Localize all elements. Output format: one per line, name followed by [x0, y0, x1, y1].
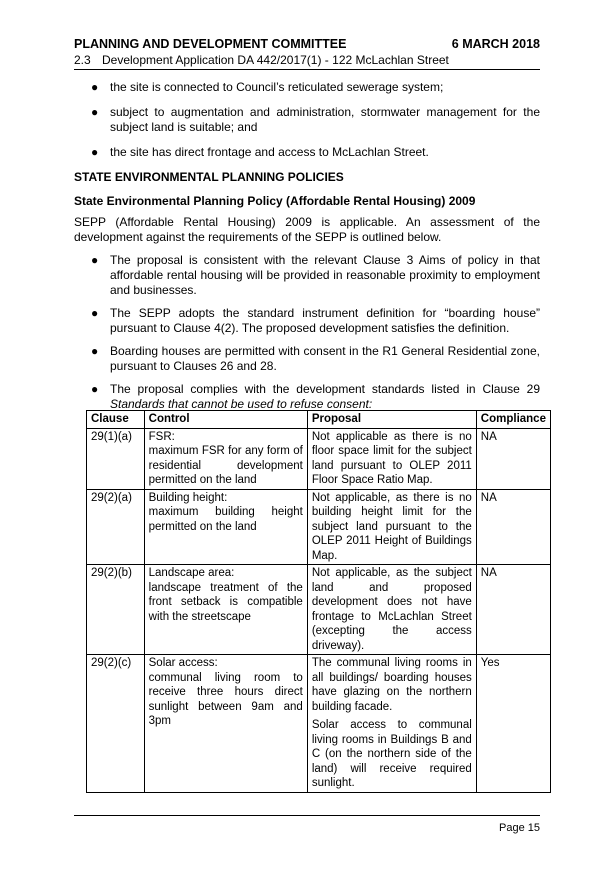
table-row [87, 428, 551, 489]
list-item: ● Boarding houses are permitted with consent in the R1 General Residential zone, pursuant to Clauses 26 and 28. [91, 344, 540, 373]
committee-name: PLANNING AND DEVELOPMENT COMMITTEE [74, 37, 347, 51]
footer-rule [74, 815, 540, 816]
control-detail: maximum FSR for any form of residential development permitted on the land [148, 445, 303, 486]
control-title: Landscape area: [148, 567, 235, 579]
bullet-icon: ● [91, 306, 99, 320]
section-heading: STATE ENVIRONMENTAL PLANNING POLICIES [74, 170, 344, 184]
column-header-compliance: Compliance [476, 411, 550, 429]
list-item: ● The proposal complies with the development standards listed in Clause 29 Standards that cannot be used to refuse consent: [91, 382, 540, 411]
table-row [87, 489, 551, 565]
proposal-text: Not applicable as there is no floor space limit for the subject land pursuant to OLEP 2011 Floor Space Ratio Map. [311, 430, 472, 486]
proposal-text: The communal living rooms in all buildings/ boarding houses have glazing on the northern building facade. [311, 657, 472, 713]
control-title: Solar access: [148, 657, 218, 669]
cell-compliance: NA [476, 565, 550, 655]
table-row [87, 565, 551, 655]
control-title: Building height: [148, 491, 228, 504]
bullet-icon: ● [91, 382, 99, 396]
list-item: ● The proposal is consistent with the relevant Clause 3 Aims of policy in that affordable rental housing will be provided in reasonable proximity to employment and businesses. [91, 253, 540, 297]
cell-proposal [307, 565, 476, 655]
body-content [74, 80, 540, 420]
table-row [87, 655, 551, 793]
bullet-icon: ● [91, 344, 99, 358]
development-standards-table [86, 410, 551, 793]
column-header-control: Control [144, 411, 307, 429]
item-title: Development Application DA 442/2017(1) - 122 McLachlan Street [102, 53, 449, 67]
running-header [74, 37, 540, 53]
header-rule [74, 69, 540, 70]
cell-control [144, 565, 307, 655]
sub-heading: State Environmental Planning Policy (Affordable Rental Housing) 2009 [74, 194, 476, 208]
list-item: ● The SEPP adopts the standard instrument definition for “boarding house” pursuant to Clause 4(2). The proposed development satisfies the definition. [91, 306, 540, 335]
cell-clause: 29(2)(b) [87, 565, 145, 655]
bullet-icon: ● [91, 105, 99, 119]
item-number: 2.3 [74, 53, 91, 67]
control-detail: communal living room to receive three hours direct sunlight between 9am and 3pm [148, 671, 303, 727]
bullet-icon: ● [91, 253, 99, 267]
cell-control [144, 655, 307, 793]
page-number: Page 15 [499, 822, 540, 834]
cell-compliance: NA [476, 428, 550, 489]
proposal-text: Not applicable, as there is no building height limit for the subject land pursuant to the OLEP 2011 Height of Buildings Map. [311, 491, 472, 562]
bullet-icon: ● [91, 145, 99, 159]
column-header-clause: Clause [87, 411, 145, 429]
cell-compliance: Yes [476, 655, 550, 793]
control-title: FSR: [148, 430, 175, 443]
cell-clause: 29(2)(c) [87, 655, 145, 793]
cell-proposal [307, 428, 476, 489]
cell-proposal [307, 489, 476, 565]
intro-paragraph: SEPP (Affordable Rental Housing) 2009 is applicable. An assessment of the development against the requirements of the SEPP is outlined below. [74, 215, 540, 244]
column-header-proposal: Proposal [307, 411, 476, 429]
proposal-text: Solar access to communal living rooms in Buildings B and C (on the northern side of the land) will receive required sunlight. [311, 719, 472, 789]
list-item: ● the site has direct frontage and access to McLachlan Street. [91, 145, 429, 159]
item-header [74, 53, 449, 67]
list-item: ● subject to augmentation and administration, stormwater management for the subject land is suitable; and [91, 105, 540, 134]
cell-clause: 29(2)(a) [87, 489, 145, 565]
sepp-bullet-list [74, 253, 540, 412]
control-detail: landscape treatment of the front setback is compatible with the streetscape [148, 581, 303, 623]
meeting-date: 6 MARCH 2018 [451, 37, 540, 51]
intro-bullet-list [74, 80, 540, 160]
italic-text: Standards that cannot be used to refuse consent: [110, 397, 373, 411]
cell-control [144, 489, 307, 565]
control-detail: maximum building height permitted on the land [148, 506, 303, 533]
cell-control [144, 428, 307, 489]
list-item: ● the site is connected to Council’s reticulated sewerage system; [91, 80, 444, 94]
cell-compliance: NA [476, 489, 550, 565]
cell-clause: 29(1)(a) [87, 428, 145, 489]
proposal-text: Not applicable, as the subject land and proposed development does not have frontage to McLachlan Street (excepting the access driveway). [311, 567, 472, 652]
cell-proposal [307, 655, 476, 793]
table-header-row [87, 411, 551, 429]
bullet-icon: ● [91, 80, 99, 94]
